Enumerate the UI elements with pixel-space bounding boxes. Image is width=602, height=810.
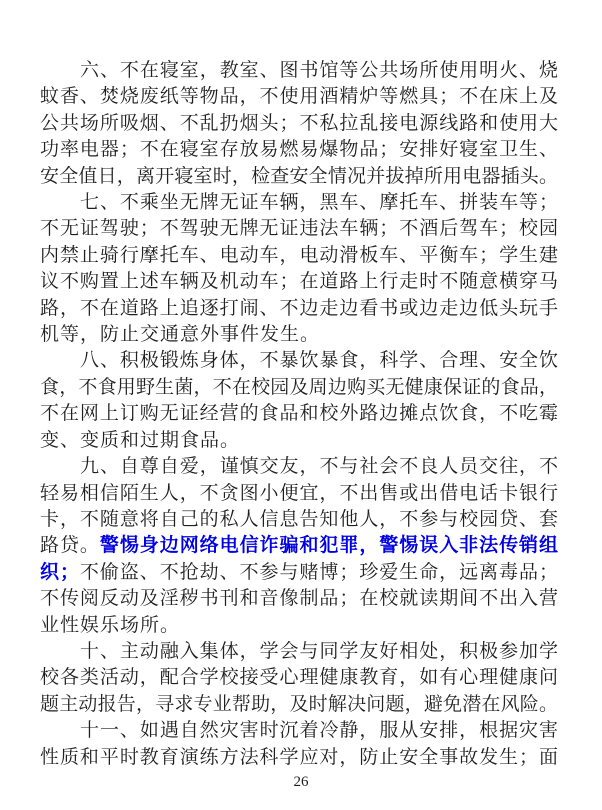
line-text: 机等，防止交通意外事件发生。 — [40, 324, 321, 346]
line-text: 内禁止骑行摩托车、电动车，电动滑板车、平衡车；学生建 — [40, 244, 558, 266]
text-line — [40, 639, 558, 665]
text-line — [40, 137, 558, 163]
text-line — [40, 375, 558, 401]
text-line — [40, 216, 558, 242]
document-body — [40, 58, 558, 771]
line-text: 不偷盗、不抢劫、不参与赌博；珍爱生命，远离毒品； — [78, 561, 558, 583]
line-text: 八、积极锻炼身体，不暴饮暴食，科学、合理、安全饮 — [80, 350, 558, 372]
line-text: 题主动报告，寻求专业帮助，及时解决问题，避免潜在风险。 — [40, 693, 558, 715]
text-line — [40, 84, 558, 110]
line-text: 卡，不随意将自己的私人信息告知他人，不参与校园贷、套 — [40, 508, 558, 530]
text-line — [40, 718, 558, 744]
text-line — [40, 322, 558, 348]
line-text: 蚊香、焚烧废纸等物品，不使用酒精炉等燃具；不在床上及 — [40, 86, 558, 108]
line-text: 路贷。 — [40, 535, 100, 557]
line-text: 不传阅反动及淫秽书刊和音像制品；在校就读期间不出入营 — [40, 588, 558, 610]
text-line — [40, 560, 558, 586]
line-text: 九、自尊自爱，谨慎交友，不与社会不良人员交往，不 — [80, 456, 558, 478]
line-text: 轻易相信陌生人，不贪图小便宜，不出售或出借电话卡银行 — [40, 482, 558, 504]
line-text: 变、变质和过期食品。 — [40, 429, 241, 451]
text-line — [40, 269, 558, 295]
text-line — [40, 58, 558, 84]
text-line — [40, 428, 558, 454]
text-line — [40, 613, 558, 639]
text-line — [40, 111, 558, 137]
line-text: 安全值日，离开寝室时，检查安全情况并拔掉所用电器插头。 — [40, 165, 558, 187]
line-text: 议不购置上述车辆及机动车；在道路上行走时不随意横穿马 — [40, 271, 558, 293]
text-line — [40, 243, 558, 269]
text-line — [40, 296, 558, 322]
text-line — [40, 745, 558, 771]
line-text: 不在网上订购无证经营的食品和校外路边摊点饮食，不吃霉 — [40, 403, 558, 425]
line-text: 校各类活动，配合学校接受心理健康教育，如有心理健康问 — [40, 667, 558, 689]
text-line — [40, 481, 558, 507]
line-text: 公共场所吸烟、不乱扔烟头；不私拉乱接电源线路和使用大 — [40, 112, 558, 134]
text-line — [40, 401, 558, 427]
text-line — [40, 507, 558, 533]
text-line — [40, 586, 558, 612]
line-text: 业性娱乐场所。 — [40, 614, 181, 636]
highlighted-warning-text: 织； — [40, 561, 79, 583]
line-text: 十一、如遇自然灾害时沉着冷静，服从安排，根据灾害 — [80, 720, 558, 742]
line-text: 不无证驾驶；不驾驶无牌无证违法车辆；不酒后驾车；校园 — [40, 218, 558, 240]
text-line — [40, 164, 558, 190]
line-text: 七、不乘坐无牌无证车辆，黑车、摩托车、拼装车等； — [80, 192, 558, 214]
line-text: 路，不在道路上追逐打闹、不边走边看书或边走边低头玩手 — [40, 297, 558, 319]
line-text: 功率电器；不在寝室存放易燃易爆物品；安排好寝室卫生、 — [40, 139, 558, 161]
text-line — [40, 533, 558, 559]
line-text: 十、主动融入集体，学会与同学友好相处，积极参加学 — [80, 640, 558, 662]
highlighted-warning-text: 警惕身边网络电信诈骗和犯罪，警惕误入非法传销组 — [99, 535, 558, 557]
text-line — [40, 454, 558, 480]
text-line — [40, 692, 558, 718]
text-line — [40, 665, 558, 691]
text-line — [40, 348, 558, 374]
page-number: 26 — [293, 774, 309, 790]
line-text: 食，不食用野生菌，不在校园及周边购买无健康保证的食品， — [40, 376, 558, 398]
text-line — [40, 190, 558, 216]
line-text: 性质和平时教育演练方法科学应对，防止安全事故发生；面 — [40, 746, 558, 768]
line-text: 六、不在寝室，教室、图书馆等公共场所使用明火、烧 — [80, 60, 558, 81]
